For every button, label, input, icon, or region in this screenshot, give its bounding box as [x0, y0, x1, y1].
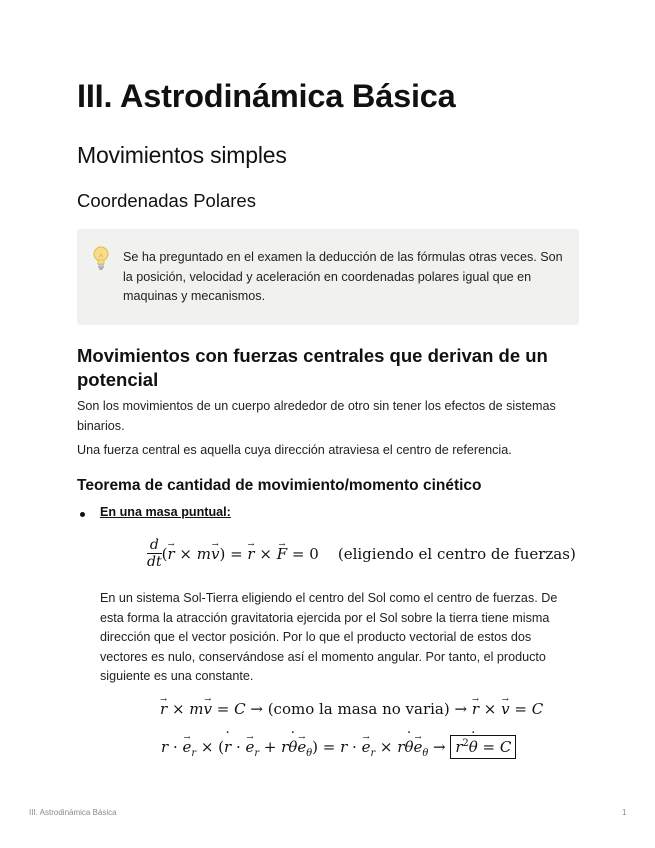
subsection-heading-polar: Coordenadas Polares: [77, 190, 256, 211]
footer-page-number: 1: [622, 808, 627, 817]
equation-2-note: (como la masa no varia): [267, 700, 450, 718]
document-title: III. Astrodinámica Básica: [77, 78, 456, 114]
bullet-dot: [80, 512, 85, 517]
equation-angular-momentum-derivative: $\frac{d}{dt}$ (r → × mv →) = r → × F → = 0 (eligiendo el centro de fuerzas): [147, 537, 576, 579]
boxed-result: $r^2\theta$ ˙ = C: [450, 735, 516, 759]
subsection-heading-central-forces: Movimientos con fuerzas centrales que derivan de un potencial: [77, 345, 548, 390]
paragraph-central-1: Son los movimientos de un cuerpo alrededor de otro sin tener los efectos de sistemas binarios.: [77, 399, 556, 433]
equation-1-note: (eligiendo el centro de fuerzas): [337, 544, 576, 563]
section-heading: Movimientos simples: [77, 142, 287, 168]
paragraph-sol-tierra: En un sistema Sol-Tierra eligiendo el centro del Sol como el centro de fuerzas. De esta forma la atracción gravitatoria ejercida por el Sol sobre la tierra tiene misma dirección que el vector posición. Por lo que el producto vectorial de estos dos vectores es nulo, conservándose así el momento angular. Por tanto, el producto siguiente es una constante.: [100, 591, 558, 683]
paragraph-central-2: Una fuerza central es aquella cuya dirección atraviesa el centro de referencia.: [77, 443, 512, 457]
bullet-label: En una masa puntual:: [100, 505, 231, 519]
subsubsection-heading: Teorema de cantidad de movimiento/momento cinético: [77, 477, 482, 494]
equation-polar-momentum: $r \cdot e \to_r \times (r$ ˙ · $e \to_r + r\theta$ ˙e $\to_\theta) = r \cdot e \to_r \times r\theta$ ˙e $\to_\theta \to r^2\theta$ ˙ = C: [161, 738, 516, 759]
footer-title: III. Astrodinámica Básica: [29, 808, 117, 817]
callout-box: [77, 229, 579, 325]
lightbulb-icon: [91, 245, 111, 271]
equation-constant-momentum: r → × mv → = C → (como la masa no varia) → r → × v → = C: [160, 700, 543, 718]
callout-text: Se ha preguntado en el examen la deducción de las fórmulas otras veces. Son la posición, velocidad y aceleración en coordenadas polares igual que en maquinas y mecanismos.: [123, 250, 563, 303]
